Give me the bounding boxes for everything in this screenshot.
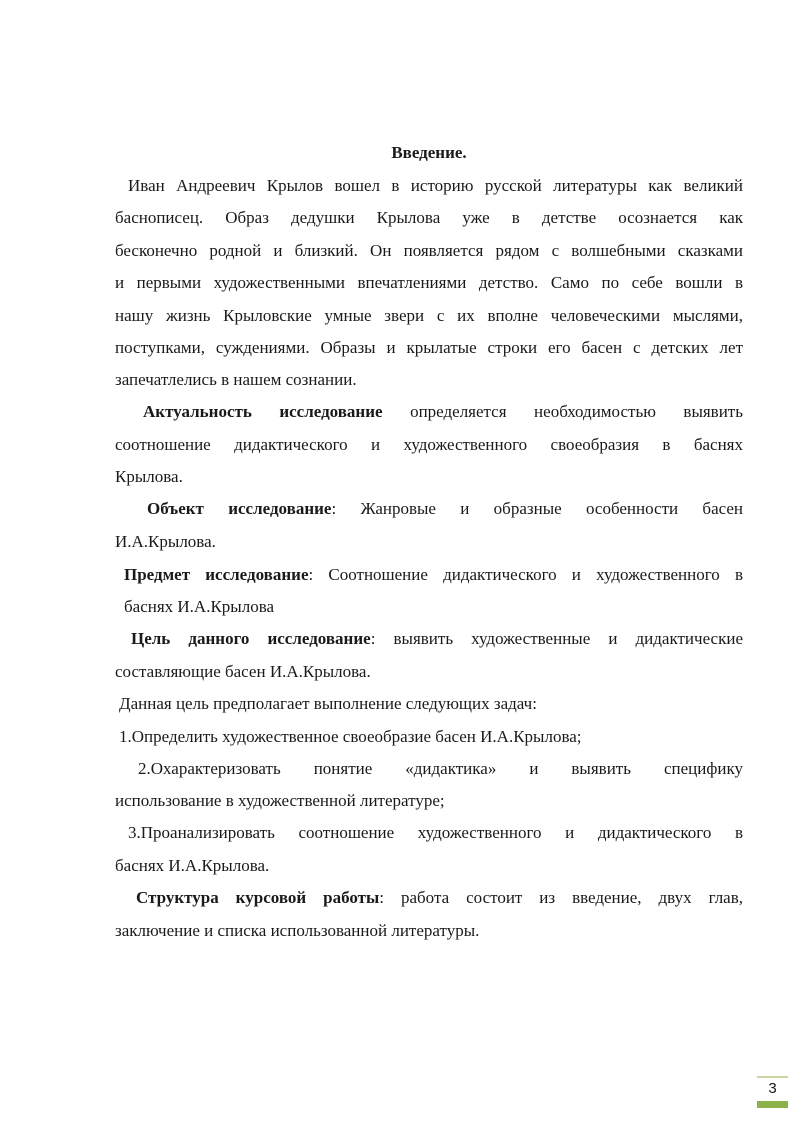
- page-number-accent-bar: [757, 1101, 788, 1108]
- structure-line-2: заключение и списка использованной литературы.: [115, 921, 480, 940]
- goal-label: Цель данного исследование: [131, 629, 371, 648]
- section-title: Введение.: [391, 143, 467, 162]
- goal-line-2: составляющие басен И.А.Крылова.: [115, 662, 371, 681]
- object-line-2: И.А.Крылова.: [115, 532, 216, 551]
- task-3-line-2: баснях И.А.Крылова.: [115, 856, 270, 875]
- tasks-intro: Данная цель предполагает выполнение следующих задач:: [119, 694, 537, 713]
- intro-line-2: баснописец. Образ дедушки Крылова уже в детстве осознается как: [115, 208, 743, 227]
- object-label: Объект исследование: [147, 499, 332, 518]
- task-2-line-1: 2.Охарактеризовать понятие «дидактика» и выявить специфику: [138, 759, 743, 778]
- object-text-1: : Жанровые и образные особенности басен: [331, 499, 744, 518]
- subject-label: Предмет исследование: [124, 565, 309, 584]
- object-line-1: [147, 498, 743, 520]
- relevance-line-1: [143, 401, 743, 423]
- relevance-text-1: определяется необходимостью выявить: [382, 402, 743, 421]
- task-3-line-1: 3.Проанализировать соотношение художественного и дидактического в: [128, 823, 743, 842]
- page-number: 3: [768, 1080, 777, 1097]
- subject-line-1: [124, 564, 743, 586]
- relevance-label: Актуальность исследование: [143, 402, 383, 421]
- structure-label: Структура курсовой работы: [136, 888, 380, 907]
- intro-line-3: бесконечно родной и близкий. Он появляется рядом с волшебными сказками: [115, 241, 743, 260]
- structure-text-1: : работа состоит из введение, двух глав,: [379, 888, 743, 907]
- intro-line-4: и первыми художественными впечатлениями детство. Само по себе вошли в: [115, 273, 743, 292]
- relevance-line-2: соотношение дидактического и художественного своеобразия в баснях: [115, 435, 743, 454]
- intro-line-5: нашу жизнь Крыловские умные звери с их вполне человеческими мыслями,: [115, 306, 743, 325]
- goal-line-1: [131, 628, 743, 650]
- goal-text-1: : выявить художественные и дидактические: [370, 629, 743, 648]
- intro-line-7: запечатлелись в нашем сознании.: [115, 370, 357, 389]
- subject-text-1: : Соотношение дидактического и художественного в: [308, 565, 743, 584]
- structure-line-1: [136, 887, 743, 909]
- task-2-line-2: использование в художественной литературе;: [115, 791, 445, 810]
- intro-line-1: Иван Андреевич Крылов вошел в историю русской литературы как великий: [128, 176, 743, 195]
- relevance-line-3: Крылова.: [115, 467, 183, 486]
- subject-line-2: баснях И.А.Крылова: [124, 597, 275, 616]
- task-1: 1.Определить художественное своеобразие басен И.А.Крылова;: [119, 727, 582, 746]
- intro-line-6: поступками, суждениями. Образы и крылатые строки его басен с детских лет: [115, 338, 743, 357]
